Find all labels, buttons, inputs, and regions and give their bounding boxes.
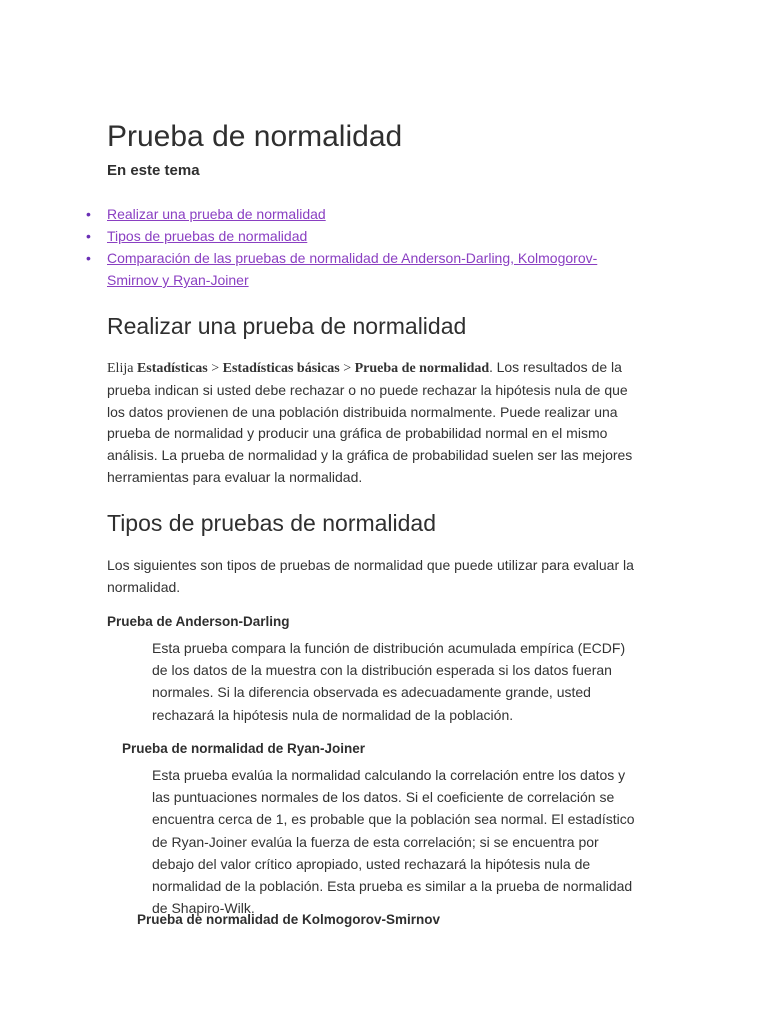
section-heading-realizar: Realizar una prueba de normalidad	[107, 313, 467, 339]
section-heading-tipos: Tipos de pruebas de normalidad	[107, 510, 437, 536]
bullet-icon: •	[86, 206, 91, 222]
table-of-contents	[86, 203, 637, 291]
menu-path-item: Estadísticas básicas	[222, 361, 340, 376]
menu-path-end: .	[489, 361, 493, 376]
menu-path-prefix: Elija	[107, 361, 137, 376]
page-title: Prueba de normalidad	[107, 120, 403, 153]
section-realizar-text: Los resultados de la prueba indican si usted debe rechazar o no puede rechazar la hipótesis nula de que los datos provienen de una población distribuida normalmente. Puede realizar una prueba de normalidad y producir una gráfica de probabilidad normal en el mismo análisis. La prueba de normalidad y la gráfica de probabilidad suelen ser las mejores herramientas para evaluar la normalidad.	[107, 359, 633, 485]
toc-link-realizar[interactable]: Realizar una prueba de normalidad	[107, 206, 326, 222]
test-name-ryan-joiner: Prueba de normalidad de Ryan-Joiner	[122, 741, 366, 756]
toc-item	[86, 225, 637, 247]
toc-link-tipos[interactable]: Tipos de pruebas de normalidad	[107, 228, 308, 244]
toc-item	[86, 203, 637, 225]
test-description-anderson-darling: Esta prueba compara la función de distribución acumulada empírica (ECDF) de los datos de la muestra con la distribución esperada si los datos fueran normales. Si la diferencia observada es adecuadamente grande, usted rechazará la hipótesis nula de normalidad de la población.	[152, 640, 626, 723]
toc-item	[86, 247, 637, 291]
section-realizar-body	[107, 357, 637, 489]
menu-path-separator: >	[339, 361, 355, 376]
test-description-ryan-joiner: Esta prueba evalúa la normalidad calculando la correlación entre los datos y las puntuaciones normales de los datos. Si el coeficiente de correlación se encuentra cerca de 1, es probable que la población sea normal. El estadístico de Ryan-Joiner evalúa la fuerza de esta correlación; si se encuentra por debajo del valor crítico apropiado, usted rechazará la hipótesis nula de normalidad de la población. Esta prueba es similar a la prueba de normalidad de Shapiro-Wilk.	[152, 767, 635, 917]
section-tipos-intro: Los siguientes son tipos de pruebas de normalidad que puede utilizar para evaluar la normalidad.	[107, 557, 634, 595]
menu-path-item: Prueba de normalidad	[354, 361, 490, 376]
test-name-kolmogorov-smirnov: Prueba de normalidad de Kolmogorov-Smirnov	[137, 912, 441, 927]
test-name-anderson-darling: Prueba de Anderson-Darling	[107, 614, 290, 629]
toc-link-comparacion[interactable]: Comparación de las pruebas de normalidad de Anderson-Darling, Kolmogorov-Smirnov y Ryan-Joiner	[107, 250, 598, 288]
bullet-icon: •	[86, 228, 91, 244]
menu-path-separator: >	[207, 361, 223, 376]
menu-path-item: Estadísticas	[136, 361, 208, 376]
bullet-icon: •	[86, 250, 91, 266]
toc-heading: En este tema	[107, 162, 200, 179]
menu-path	[107, 361, 493, 376]
